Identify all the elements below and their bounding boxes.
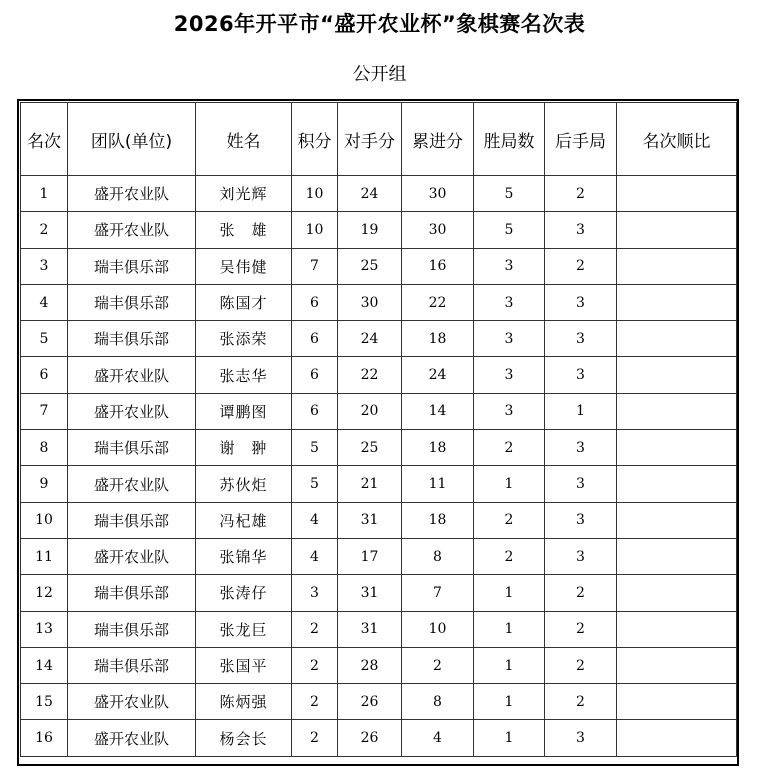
team-cell: 瑞丰俱乐部 — [68, 502, 196, 538]
header-team: 团队(单位) — [68, 103, 196, 176]
rank-comparison-cell — [617, 502, 737, 538]
name-cell: 刘光辉 — [196, 176, 292, 212]
rank-cell: 3 — [21, 248, 68, 284]
ranking-table — [20, 102, 737, 757]
points-cell: 2 — [292, 611, 338, 647]
team-cell: 盛开农业队 — [68, 720, 196, 756]
rank-cell: 13 — [21, 611, 68, 647]
name-cell: 张涛仔 — [196, 575, 292, 611]
table-header — [21, 103, 737, 176]
opponent-score-cell: 20 — [338, 393, 402, 429]
name-cell: 陈国才 — [196, 284, 292, 320]
wins-cell: 3 — [474, 321, 545, 357]
points-cell: 5 — [292, 430, 338, 466]
wins-cell: 1 — [474, 720, 545, 756]
second-move-cell: 1 — [545, 393, 617, 429]
opponent-score-cell: 31 — [338, 575, 402, 611]
cumulative-score-cell: 30 — [402, 212, 474, 248]
rank-cell: 11 — [21, 538, 68, 574]
rank-cell: 4 — [21, 284, 68, 320]
wins-cell: 3 — [474, 284, 545, 320]
cumulative-score-cell: 18 — [402, 502, 474, 538]
team-cell: 盛开农业队 — [68, 466, 196, 502]
rank-cell: 9 — [21, 466, 68, 502]
rank-cell: 1 — [21, 176, 68, 212]
name-cell: 张添荣 — [196, 321, 292, 357]
team-cell: 盛开农业队 — [68, 212, 196, 248]
rank-cell: 12 — [21, 575, 68, 611]
rank-comparison-cell — [617, 538, 737, 574]
header-name: 姓名 — [196, 103, 292, 176]
cumulative-score-cell: 2 — [402, 647, 474, 683]
cumulative-score-cell: 24 — [402, 357, 474, 393]
wins-cell: 3 — [474, 393, 545, 429]
wins-cell: 5 — [474, 176, 545, 212]
second-move-cell: 2 — [545, 575, 617, 611]
table-row — [21, 684, 737, 720]
points-cell: 2 — [292, 684, 338, 720]
rank-cell: 6 — [21, 357, 68, 393]
team-cell: 瑞丰俱乐部 — [68, 647, 196, 683]
cumulative-score-cell: 11 — [402, 466, 474, 502]
points-cell: 4 — [292, 538, 338, 574]
second-move-cell: 2 — [545, 647, 617, 683]
team-cell: 瑞丰俱乐部 — [68, 575, 196, 611]
opponent-score-cell: 31 — [338, 611, 402, 647]
table-row — [21, 357, 737, 393]
rank-cell: 10 — [21, 502, 68, 538]
second-move-cell: 3 — [545, 284, 617, 320]
rank-comparison-cell — [617, 720, 737, 756]
rank-comparison-cell — [617, 284, 737, 320]
rank-cell: 2 — [21, 212, 68, 248]
wins-cell: 1 — [474, 611, 545, 647]
second-move-cell: 3 — [545, 720, 617, 756]
wins-cell: 2 — [474, 502, 545, 538]
points-cell: 7 — [292, 248, 338, 284]
points-cell: 6 — [292, 357, 338, 393]
cumulative-score-cell: 18 — [402, 321, 474, 357]
header-wins: 胜局数 — [474, 103, 545, 176]
name-cell: 苏伙炬 — [196, 466, 292, 502]
header-second-move-games: 后手局 — [545, 103, 617, 176]
points-cell: 10 — [292, 212, 338, 248]
cumulative-score-cell: 8 — [402, 538, 474, 574]
points-cell: 10 — [292, 176, 338, 212]
wins-cell: 3 — [474, 357, 545, 393]
second-move-cell: 3 — [545, 321, 617, 357]
rank-comparison-cell — [617, 430, 737, 466]
table-row — [21, 248, 737, 284]
table-row — [21, 720, 737, 756]
cumulative-score-cell: 7 — [402, 575, 474, 611]
header-points: 积分 — [292, 103, 338, 176]
team-cell: 盛开农业队 — [68, 357, 196, 393]
opponent-score-cell: 28 — [338, 647, 402, 683]
header-row — [21, 103, 737, 176]
points-cell: 5 — [292, 466, 338, 502]
rank-comparison-cell — [617, 684, 737, 720]
rank-comparison-cell — [617, 357, 737, 393]
rank-cell: 8 — [21, 430, 68, 466]
second-move-cell: 3 — [545, 357, 617, 393]
rank-comparison-cell — [617, 321, 737, 357]
points-cell: 4 — [292, 502, 338, 538]
rank-cell: 15 — [21, 684, 68, 720]
rank-cell: 14 — [21, 647, 68, 683]
wins-cell: 2 — [474, 538, 545, 574]
team-cell: 瑞丰俱乐部 — [68, 284, 196, 320]
second-move-cell: 2 — [545, 684, 617, 720]
table-row — [21, 430, 737, 466]
rank-comparison-cell — [617, 647, 737, 683]
opponent-score-cell: 24 — [338, 176, 402, 212]
team-cell: 瑞丰俱乐部 — [68, 430, 196, 466]
rank-comparison-cell — [617, 248, 737, 284]
points-cell: 6 — [292, 393, 338, 429]
second-move-cell: 3 — [545, 538, 617, 574]
table-body — [21, 176, 737, 757]
group-subtitle: 公开组 — [352, 64, 407, 85]
points-cell: 6 — [292, 321, 338, 357]
table-row — [21, 647, 737, 683]
name-cell: 陈炳强 — [196, 684, 292, 720]
name-cell: 杨会长 — [196, 720, 292, 756]
rank-comparison-cell — [617, 611, 737, 647]
team-cell: 瑞丰俱乐部 — [68, 248, 196, 284]
team-cell: 瑞丰俱乐部 — [68, 321, 196, 357]
table-row — [21, 284, 737, 320]
table-row — [21, 502, 737, 538]
name-cell: 冯杞雄 — [196, 502, 292, 538]
name-cell: 张志华 — [196, 357, 292, 393]
table-row — [21, 176, 737, 212]
points-cell: 3 — [292, 575, 338, 611]
cumulative-score-cell: 30 — [402, 176, 474, 212]
second-move-cell: 3 — [545, 212, 617, 248]
opponent-score-cell: 26 — [338, 684, 402, 720]
second-move-cell: 3 — [545, 430, 617, 466]
second-move-cell: 3 — [545, 502, 617, 538]
cumulative-score-cell: 14 — [402, 393, 474, 429]
rank-cell: 5 — [21, 321, 68, 357]
opponent-score-cell: 30 — [338, 284, 402, 320]
second-move-cell: 2 — [545, 248, 617, 284]
rank-cell: 16 — [21, 720, 68, 756]
opponent-score-cell: 25 — [338, 430, 402, 466]
table-row — [21, 393, 737, 429]
opponent-score-cell: 17 — [338, 538, 402, 574]
opponent-score-cell: 19 — [338, 212, 402, 248]
team-cell: 盛开农业队 — [68, 684, 196, 720]
name-cell: 张国平 — [196, 647, 292, 683]
team-cell: 盛开农业队 — [68, 393, 196, 429]
wins-cell: 1 — [474, 647, 545, 683]
opponent-score-cell: 31 — [338, 502, 402, 538]
rank-comparison-cell — [617, 176, 737, 212]
table-row — [21, 321, 737, 357]
rank-comparison-cell — [617, 212, 737, 248]
cumulative-score-cell: 22 — [402, 284, 474, 320]
wins-cell: 5 — [474, 212, 545, 248]
points-cell: 2 — [292, 647, 338, 683]
table-row — [21, 212, 737, 248]
cumulative-score-cell: 10 — [402, 611, 474, 647]
rank-comparison-cell — [617, 466, 737, 502]
team-cell: 瑞丰俱乐部 — [68, 611, 196, 647]
table-row — [21, 611, 737, 647]
table-row — [21, 538, 737, 574]
name-cell: 张龙巨 — [196, 611, 292, 647]
cumulative-score-cell: 16 — [402, 248, 474, 284]
header-opponent-score: 对手分 — [338, 103, 402, 176]
second-move-cell: 3 — [545, 466, 617, 502]
opponent-score-cell: 22 — [338, 357, 402, 393]
table-row — [21, 466, 737, 502]
team-cell: 盛开农业队 — [68, 176, 196, 212]
points-cell: 6 — [292, 284, 338, 320]
wins-cell: 2 — [474, 430, 545, 466]
second-move-cell: 2 — [545, 611, 617, 647]
wins-cell: 1 — [474, 684, 545, 720]
opponent-score-cell: 26 — [338, 720, 402, 756]
wins-cell: 3 — [474, 248, 545, 284]
opponent-score-cell: 25 — [338, 248, 402, 284]
second-move-cell: 2 — [545, 176, 617, 212]
name-cell: 张锦华 — [196, 538, 292, 574]
name-cell: 谢 翀 — [196, 430, 292, 466]
cumulative-score-cell: 4 — [402, 720, 474, 756]
table-row — [21, 575, 737, 611]
cumulative-score-cell: 8 — [402, 684, 474, 720]
rank-comparison-cell — [617, 575, 737, 611]
header-rank-comparison: 名次顺比 — [617, 103, 737, 176]
header-cumulative-score: 累进分 — [402, 103, 474, 176]
opponent-score-cell: 21 — [338, 466, 402, 502]
header-rank: 名次 — [21, 103, 68, 176]
rank-comparison-cell — [617, 393, 737, 429]
wins-cell: 1 — [474, 575, 545, 611]
wins-cell: 1 — [474, 466, 545, 502]
page-title: 2026年开平市“盛开农业杯”象棋赛名次表 — [173, 12, 586, 36]
name-cell: 谭鹏图 — [196, 393, 292, 429]
name-cell: 张 雄 — [196, 212, 292, 248]
rank-cell: 7 — [21, 393, 68, 429]
points-cell: 2 — [292, 720, 338, 756]
team-cell: 盛开农业队 — [68, 538, 196, 574]
cumulative-score-cell: 18 — [402, 430, 474, 466]
opponent-score-cell: 24 — [338, 321, 402, 357]
name-cell: 吴伟健 — [196, 248, 292, 284]
